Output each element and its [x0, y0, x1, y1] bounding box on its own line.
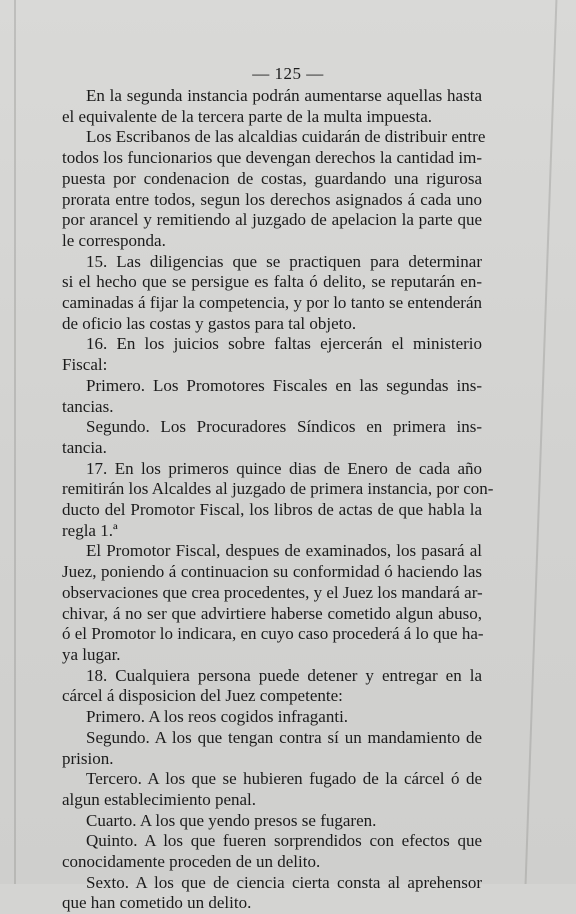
page-fold-left: [14, 0, 16, 884]
text-line: Juez, poniendo á continuacion su conformidad ó haciendo las: [62, 562, 482, 582]
text-line: Tercero. A los que se hubieren fugado de la cárcel ó de: [86, 769, 482, 789]
page-number: — 125 —: [252, 64, 324, 83]
text-line: Quinto. A los que fueren sorprendidos con efectos que: [86, 831, 482, 851]
text-line: observaciones que crea procedentes, y el Juez los mandará ar-: [62, 582, 483, 602]
text-line: Primero. A los reos cogidos infraganti.: [86, 707, 349, 727]
text-line: conocidamente proceden de un delito.: [62, 852, 321, 872]
text-line: ó el Promotor lo indicara, en cuyo caso procederá á lo que ha-: [62, 624, 484, 644]
text-line: por arancel y remitiendo al juzgado de apelacion la parte que: [62, 210, 482, 230]
text-line: 17. En los primeros quince dias de Enero de cada año: [86, 458, 482, 478]
text-line: que han cometido un delito.: [62, 893, 252, 913]
text-line: En la segunda instancia podrán aumentarse aquellas hasta: [86, 86, 482, 105]
text-line: tancia.: [62, 437, 107, 457]
text-line: caminadas á fijar la competencia, y por lo tanto se entenderán: [62, 293, 482, 313]
text-line: todos los funcionarios que devengan derechos la cantidad im-: [62, 148, 482, 168]
text-line: Sexto. A los que de ciencia cierta consta al aprehensor: [86, 872, 482, 892]
text-line: ya lugar.: [62, 644, 121, 664]
text-line: regla 1.ª: [62, 520, 118, 540]
text-line: algun establecimiento penal.: [62, 789, 257, 809]
text-line: Segundo. Los Procuradores Síndicos en primera ins-: [86, 417, 482, 437]
text-line: tancias.: [62, 396, 114, 416]
text-line: ducto del Promotor Fiscal, los libros de actas de que habla la: [62, 500, 482, 520]
text-line: puesta por condenacion de costas, guardando una rigurosa: [62, 168, 482, 188]
text-line: si el hecho que se persigue es falta ó delito, se reputarán en-: [62, 272, 482, 292]
text-line: el equivalente de la tercera parte de la multa impuesta.: [62, 106, 433, 126]
text-line: Primero. Los Promotores Fiscales en las segundas ins-: [86, 375, 482, 395]
text-line: prorata entre todos, segun los derechos asignados á cada uno: [62, 189, 482, 209]
text-line: cárcel á disposicion del Juez competente:: [62, 686, 343, 706]
text-line: de oficio las costas y gastos para tal objeto.: [62, 313, 357, 333]
page-fold-right: [525, 0, 558, 884]
text-line: remitirán los Alcaldes al juzgado de primera instancia, por con-: [62, 479, 494, 499]
text-line: 15. Las diligencias que se practiquen para determinar: [86, 251, 482, 271]
text-line: prision.: [62, 748, 114, 768]
text-line: 16. En los juicios sobre faltas ejercerán el ministerio: [86, 334, 482, 354]
text-line: le corresponda.: [62, 230, 166, 250]
text-line: Segundo. A los que tengan contra sí un mandamiento de: [86, 727, 482, 747]
text-line: El Promotor Fiscal, despues de examinados, los pasará al: [86, 541, 482, 561]
text-line: chivar, á no ser que advirtiere haberse cometido algun abuso,: [62, 603, 482, 623]
body-text: [62, 86, 494, 914]
text-line: Fiscal:: [62, 355, 108, 375]
text-line: 18. Cualquiera persona puede detener y entregar en la: [86, 665, 482, 685]
text-line: Cuarto. A los que yendo presos se fugaren.: [86, 810, 377, 830]
text-line: Los Escribanos de las alcaldias cuidarán de distribuir entre: [86, 127, 486, 147]
